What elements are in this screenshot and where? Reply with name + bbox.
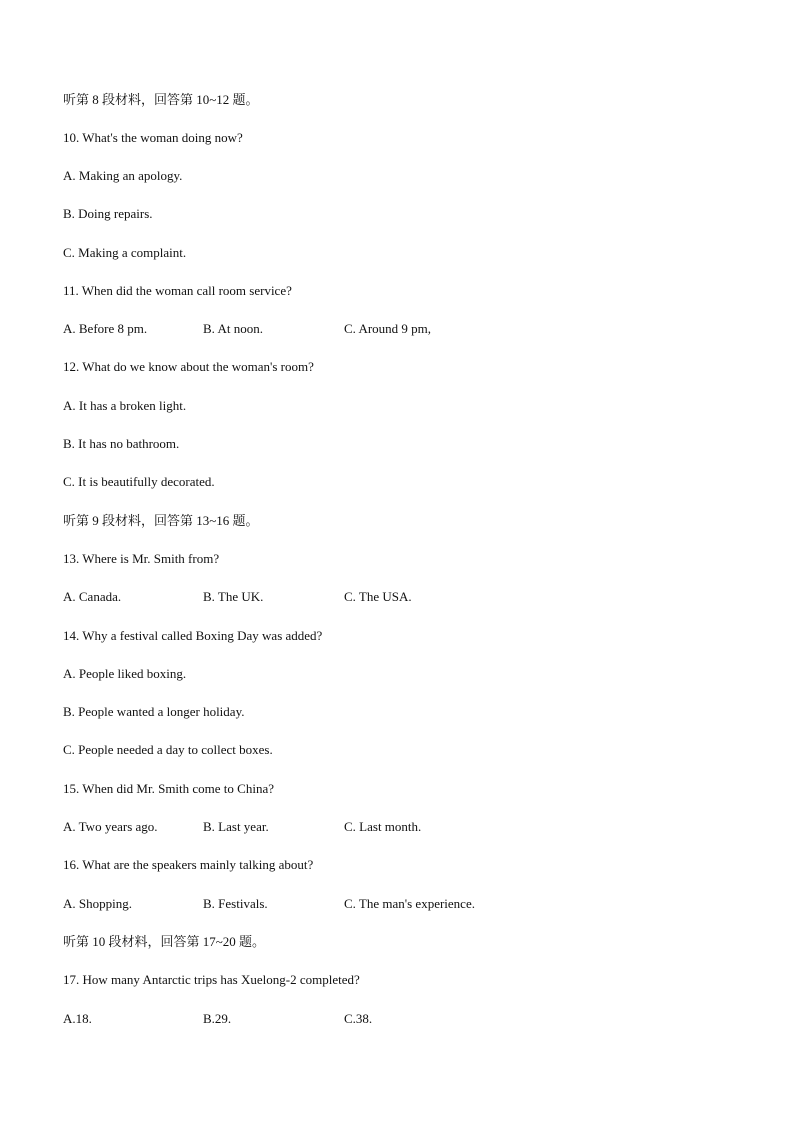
option-17-b: B.29. [203,1011,232,1026]
question-13: 13. Where is Mr. Smith from? [63,551,220,566]
option-15-a: A. Two years ago. [63,819,158,834]
option-17-a: A.18. [63,1011,92,1026]
option-17-c: C.38. [344,1011,373,1026]
option-14-b: B. People wanted a longer holiday. [63,704,245,719]
option-14-a: A. People liked boxing. [63,666,187,681]
section-heading-9: 听第 9 段材料，回答第 13~16 题。 [63,513,259,528]
option-16-a: A. Shopping. [63,896,132,911]
option-13-b: B. The UK. [203,589,264,604]
question-11: 11. When did the woman call room service? [63,283,292,298]
option-10-c: C. Making a complaint. [63,245,187,260]
question-17: 17. How many Antarctic trips has Xuelong-2 completed? [63,972,360,987]
option-14-c: C. People needed a day to collect boxes. [63,742,273,757]
option-11-c: C. Around 9 pm, [344,321,432,336]
question-10: 10. What's the woman doing now? [63,130,243,145]
question-14: 14. Why a festival called Boxing Day was added? [63,628,323,643]
option-16-b: B. Festivals. [203,896,268,911]
option-12-c: C. It is beautifully decorated. [63,474,215,489]
question-15: 15. When did Mr. Smith come to China? [63,781,274,796]
options-row-11 [63,321,663,337]
option-10-a: A. Making an apology. [63,168,183,183]
option-11-a: A. Before 8 pm. [63,321,148,336]
options-row-17 [63,1011,663,1027]
option-12-b: B. It has no bathroom. [63,436,180,451]
option-12-a: A. It has a broken light. [63,398,187,413]
option-10-b: B. Doing repairs. [63,206,153,221]
option-15-b: B. Last year. [203,819,269,834]
options-row-13 [63,589,663,605]
question-16: 16. What are the speakers mainly talking about? [63,857,314,872]
question-12: 12. What do we know about the woman's room? [63,359,314,374]
option-13-a: A. Canada. [63,589,122,604]
option-11-b: B. At noon. [203,321,263,336]
option-16-c: C. The man's experience. [344,896,475,911]
section-heading-10: 听第 10 段材料，回答第 17~20 题。 [63,934,266,949]
option-13-c: C. The USA. [344,589,412,604]
options-row-15 [63,819,663,835]
options-row-16 [63,896,663,912]
section-heading-8: 听第 8 段材料，回答第 10~12 题。 [63,92,259,107]
option-15-c: C. Last month. [344,819,422,834]
